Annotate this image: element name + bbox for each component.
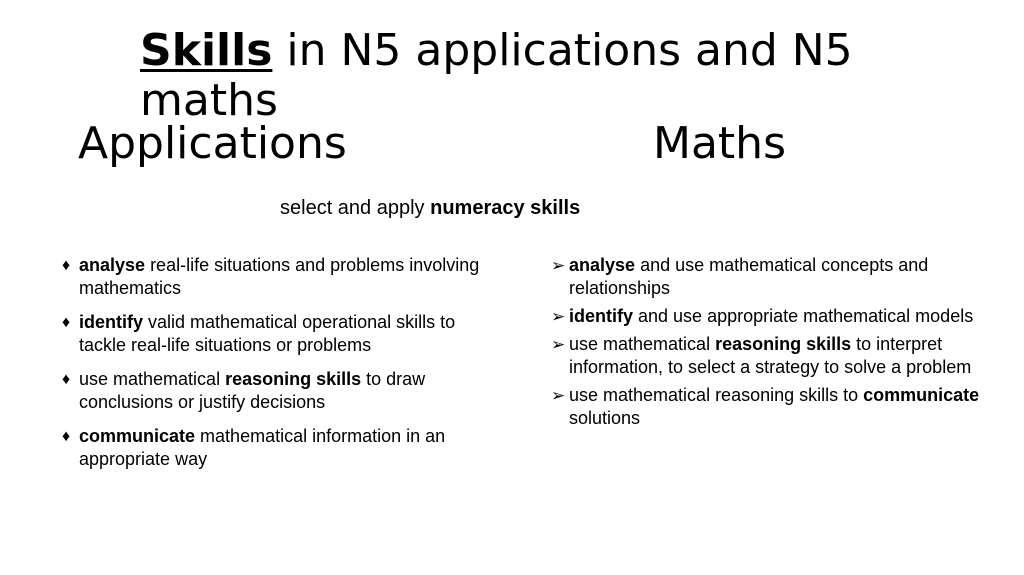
item-text: and use appropriate mathematical models bbox=[633, 306, 974, 326]
maths-heading: Maths bbox=[653, 118, 786, 169]
item-bold: identify bbox=[569, 306, 634, 326]
item-text: valid mathematical operational skills to tackle real-life situations or problems bbox=[79, 312, 456, 355]
item-prefix: use mathematical reasoning skills to bbox=[569, 385, 864, 405]
subtitle-bold: numeracy skills bbox=[430, 197, 581, 219]
arrow-bullet-icon: ➢ bbox=[551, 307, 566, 326]
list-item bbox=[62, 254, 492, 300]
list-item bbox=[62, 368, 492, 414]
title-emphasis: Skills bbox=[140, 25, 273, 76]
slide-title bbox=[140, 26, 900, 126]
applications-skill-list bbox=[62, 254, 492, 482]
list-item bbox=[62, 311, 492, 357]
subtitle-prefix: select and apply bbox=[280, 197, 431, 219]
arrow-bullet-icon: ➢ bbox=[551, 386, 566, 405]
item-bold: communicate bbox=[79, 426, 196, 446]
item-text: to interpret information, to select a strategy to solve a problem bbox=[569, 334, 972, 377]
diamond-bullet-icon: ♦ bbox=[62, 314, 71, 331]
list-item bbox=[62, 425, 492, 471]
applications-heading: Applications bbox=[78, 118, 347, 169]
item-bold: analyse bbox=[569, 255, 636, 275]
item-prefix: use mathematical bbox=[569, 334, 716, 354]
title-rest: in N5 applications and N5 maths bbox=[140, 25, 853, 126]
item-text: real-life situations and problems involving mathematics bbox=[79, 255, 480, 298]
item-bold: reasoning skills bbox=[225, 369, 362, 389]
list-item bbox=[551, 305, 981, 328]
item-text: and use mathematical concepts and relationships bbox=[569, 255, 929, 298]
item-text: solutions bbox=[569, 408, 641, 428]
shared-skill-subtitle bbox=[280, 195, 580, 221]
diamond-bullet-icon: ♦ bbox=[62, 257, 71, 274]
list-item bbox=[551, 254, 981, 300]
item-bold: analyse bbox=[79, 255, 146, 275]
list-item bbox=[551, 333, 981, 379]
item-text: to draw conclusions or justify decisions bbox=[79, 369, 426, 412]
arrow-bullet-icon: ➢ bbox=[551, 256, 566, 275]
item-bold: reasoning skills bbox=[715, 334, 852, 354]
maths-skill-list bbox=[551, 254, 981, 435]
item-bold: identify bbox=[79, 312, 144, 332]
diamond-bullet-icon: ♦ bbox=[62, 371, 71, 388]
diamond-bullet-icon: ♦ bbox=[62, 428, 71, 445]
item-bold: communicate bbox=[863, 385, 980, 405]
list-item bbox=[551, 384, 981, 430]
item-text: mathematical information in an appropriate way bbox=[79, 426, 446, 469]
item-prefix: use mathematical bbox=[79, 369, 226, 389]
arrow-bullet-icon: ➢ bbox=[551, 335, 566, 354]
